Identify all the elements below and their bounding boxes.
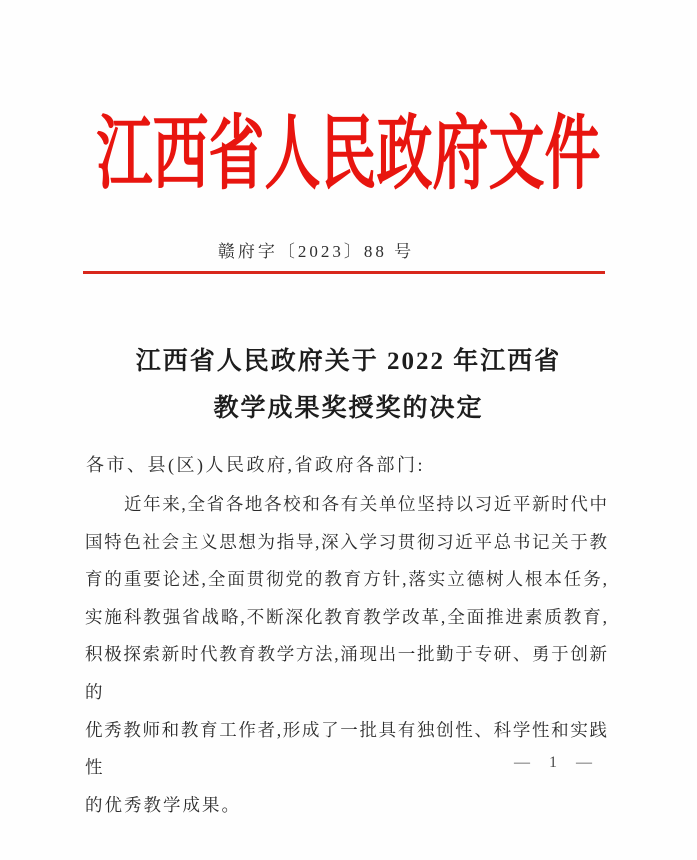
- body-line: 的优秀教学成果。: [85, 794, 241, 815]
- document-number: 赣府字〔2023〕88 号: [217, 242, 415, 261]
- body-line: 实施科教强省战略,不断深化教育教学改革,全面推进素质教育,: [85, 606, 608, 627]
- body-paragraph: [85, 486, 608, 824]
- document-title-line-1: 江西省人民政府关于 2022 年江西省: [135, 348, 562, 375]
- document-title: [0, 338, 697, 432]
- document-title-line-2: 教学成果奖授奖的决定: [213, 395, 484, 422]
- body-line: 国特色社会主义思想为指导,深入学习贯彻习近平总书记关于教: [85, 531, 608, 552]
- body-line: 育的重要论述,全面贯彻党的教育方针,落实立德树人根本任务,: [85, 569, 608, 590]
- body-line: 优秀教师和教育工作者,形成了一批具有独创性、科学性和实践性: [85, 719, 608, 778]
- agency-masthead: 江西省人民政府文件: [96, 110, 601, 201]
- salutation-line: 各市、县(区)人民政府,省政府各部门:: [86, 455, 425, 475]
- header-divider-line: [83, 271, 605, 274]
- page-number: — 1 —: [514, 754, 597, 771]
- body-line: 近年来,全省各地各校和各有关单位坚持以习近平新时代中: [124, 494, 608, 514]
- body-line: 积极探索新时代教育教学方法,涌现出一批勤于专研、勇于创新的: [85, 644, 608, 702]
